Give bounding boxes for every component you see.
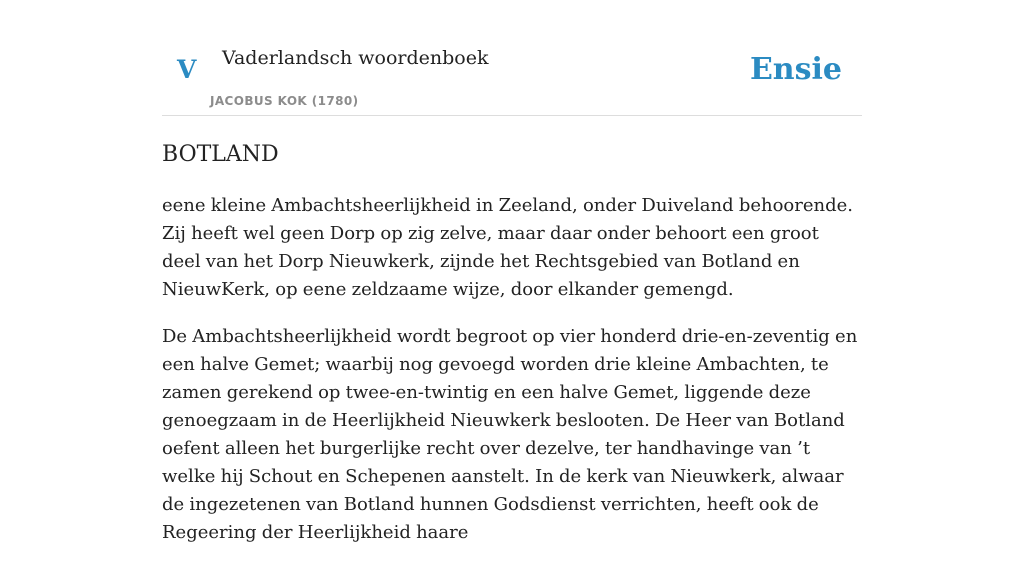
book-author: JACOBUS KOK (1780) [210,94,359,108]
ensie-logo[interactable]: Ensie [749,52,842,87]
entry-title: BOTLAND [162,142,279,167]
entry-body [162,192,862,566]
page-container [162,0,862,543]
page-header [162,0,862,116]
entry-paragraph: eene kleine Ambachtsheerlijkheid in Zeeland, onder Duiveland behoorende. Zij heeft wel geen Dorp op zig zelve, maar daar onder behoort een groot deel van het Dorp Nieuwkerk, zijnde het Rechtsgebied van Botland en NieuwKerk, op eene zeldzaame wijze, door elkander gemengd. [162,195,854,300]
book-title-link[interactable]: Vaderlandsch woordenboek [222,47,489,69]
entry-paragraph: De Ambachtsheerlijkheid wordt begroot op vier honderd drie-en-zeventig en een halve Gemet; waarbij nog gevoegd worden drie kleine Ambachten, te zamen gerekend op twee-en-twintig en een halve Gemet, liggende deze genoegzaam in de Heerlijkheid Nieuwkerk beslooten. De Heer van Botland oefent alleen het burgerlijke recht over dezelve, ter handhavinge van ’t welke hij Schout en Schepenen aanstelt. In de kerk van Nieuwkerk, alwaar de ingezetenen van Botland hunnen Godsdienst verrichten, heeft ook de Regeering der Heerlijkheid haare [162,326,858,543]
book-letter-icon[interactable]: V [177,55,197,84]
